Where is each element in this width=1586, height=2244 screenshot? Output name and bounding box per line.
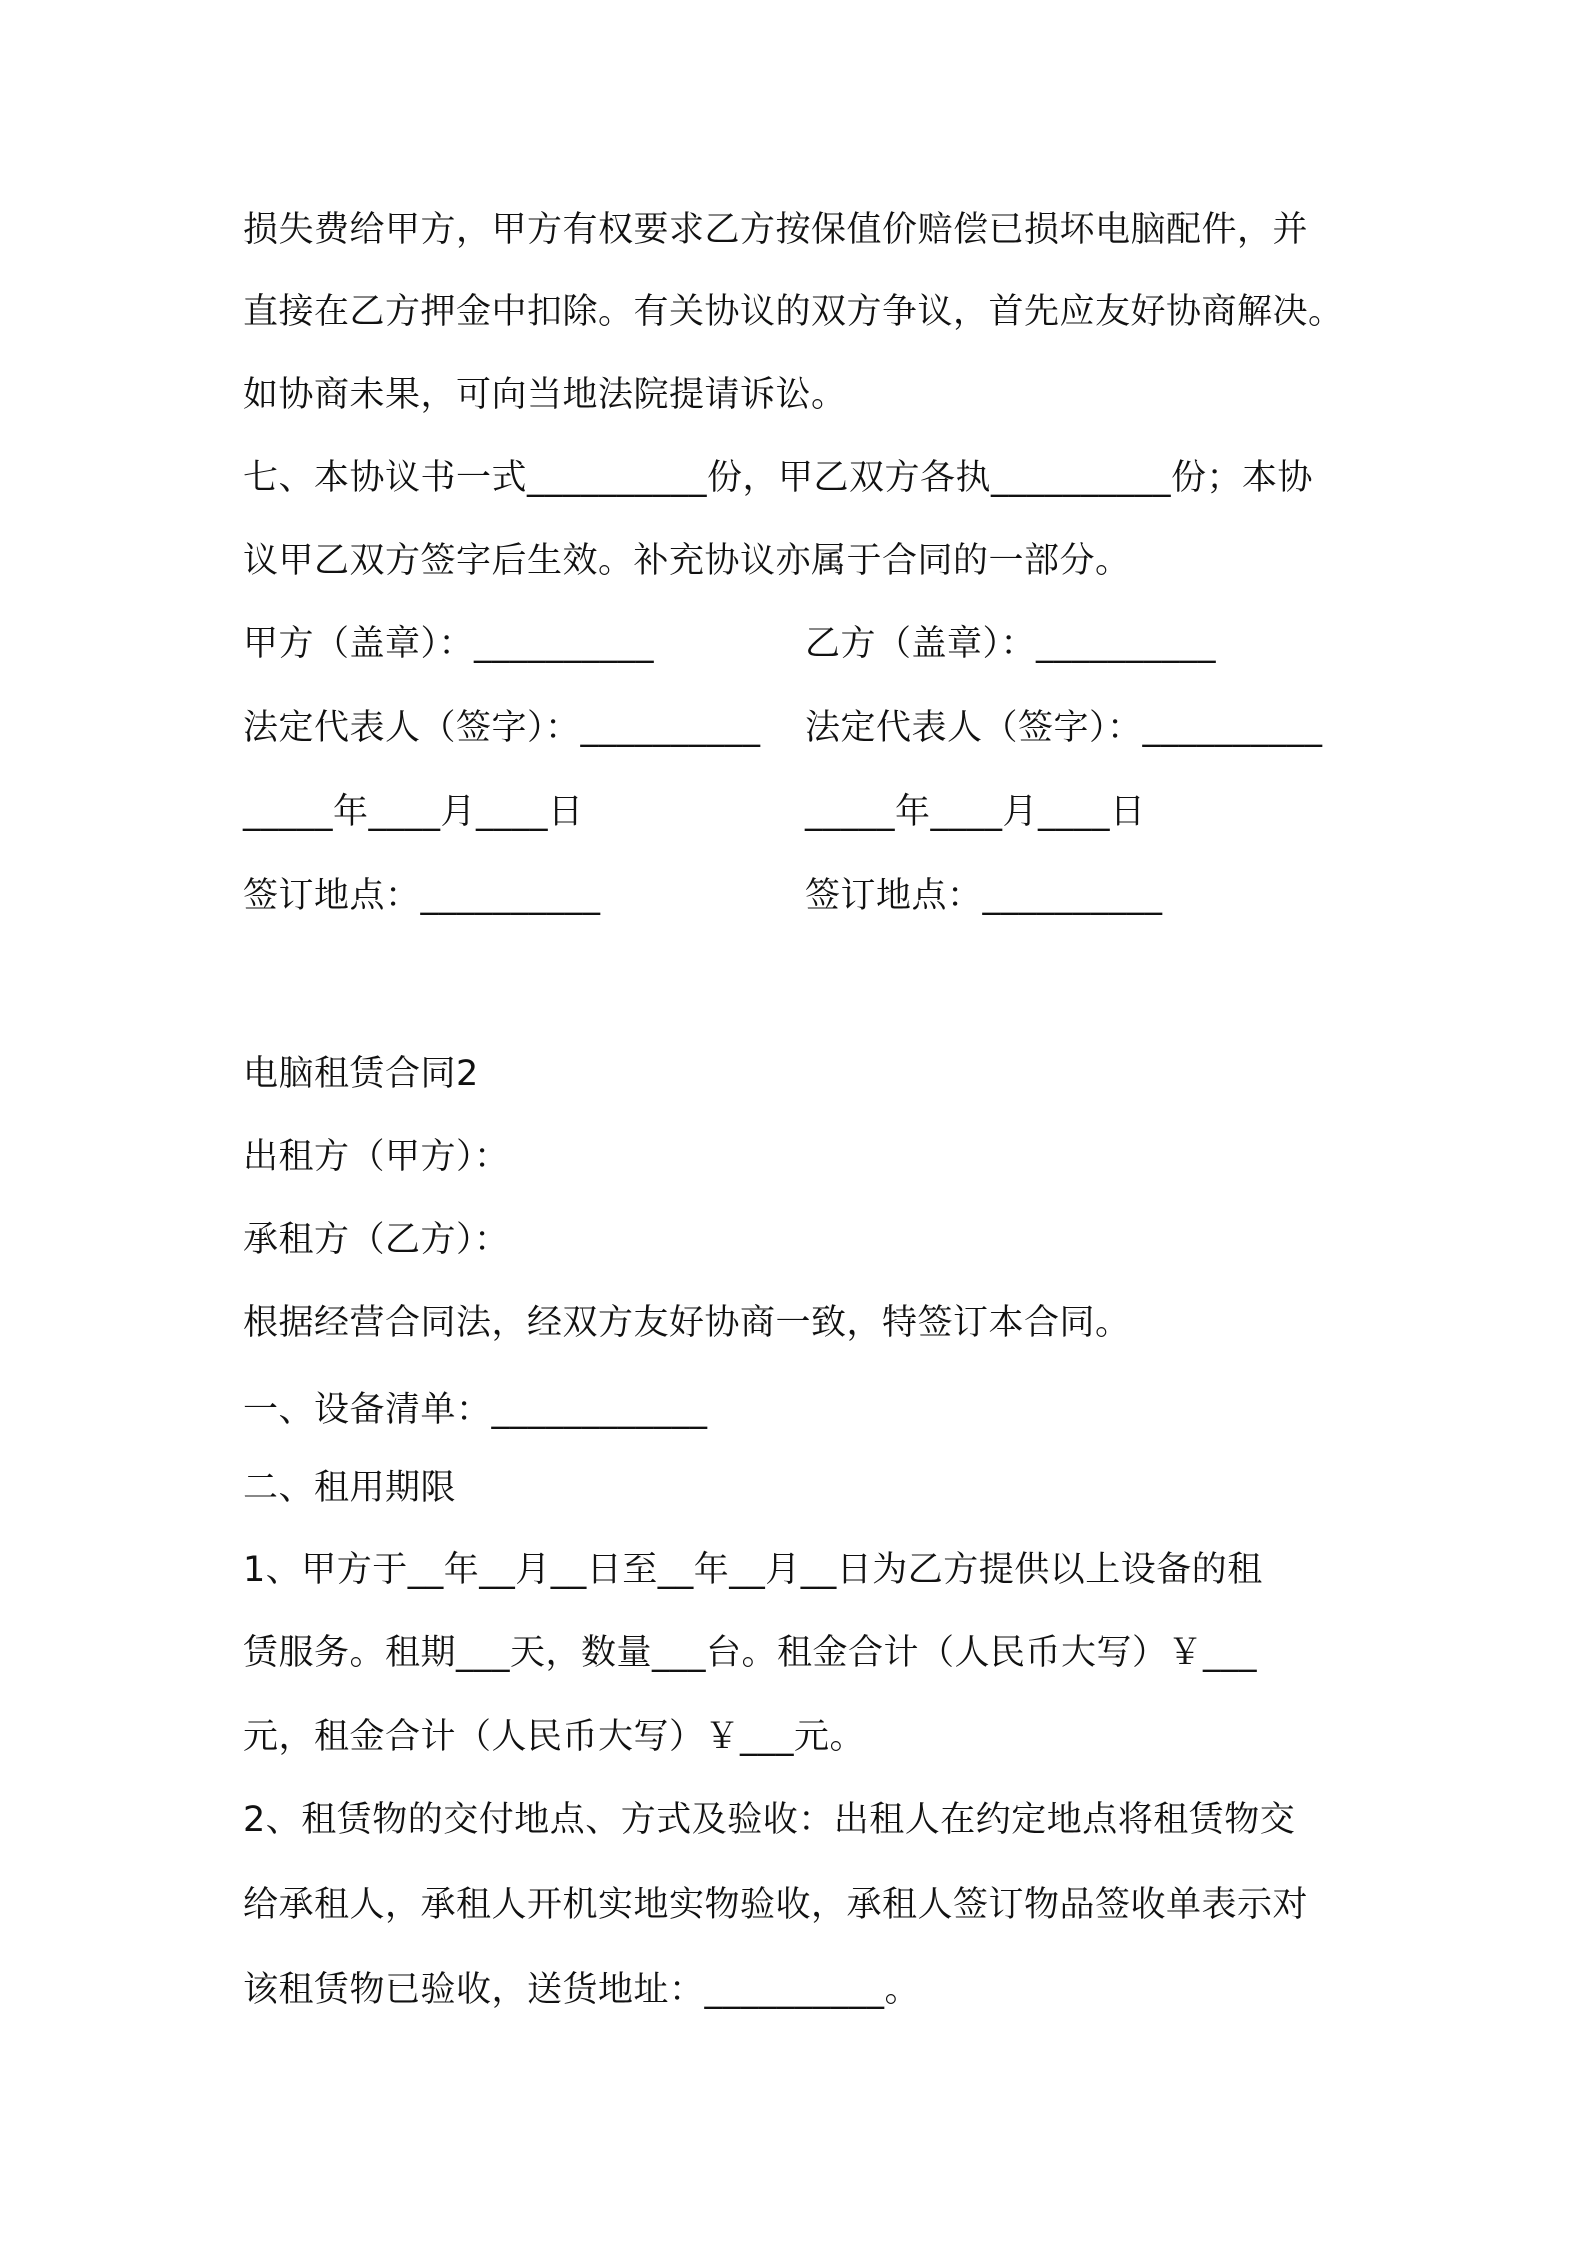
- paragraph-line: 直接在乙方押金中扣除。有关协议的双方争议，首先应友好协商解决。: [243, 292, 1344, 332]
- section-rental-period: 二、租用期限: [243, 1468, 457, 1508]
- party-a-date: _____年____月____日: [243, 792, 584, 832]
- paragraph-line: 议甲乙双方签字后生效。补充协议亦属于合同的一部分。: [243, 541, 1131, 581]
- section-equipment-list: 一、设备清单：____________: [243, 1390, 708, 1430]
- lessor-line: 出租方（甲方）：: [243, 1137, 510, 1177]
- party-b-seal: 乙方（盖章）：__________: [805, 624, 1217, 664]
- lessee-line: 承租方（乙方）：: [243, 1220, 510, 1260]
- item-one-line: 元，租金合计（人民币大写）￥___元。: [243, 1717, 866, 1757]
- item-one-line: 赁服务。租期___天，数量___台。租金合计（人民币大写）￥___: [243, 1633, 1258, 1673]
- party-a-signing-place: 签订地点：__________: [243, 876, 601, 916]
- party-b-signing-place: 签订地点：__________: [805, 876, 1163, 916]
- item-one-line: 1、甲方于__年__月__日至__年__月__日为乙方提供以上设备的租: [243, 1550, 1263, 1590]
- item-two-line: 该租赁物已验收，送货地址：__________。: [243, 1970, 921, 2010]
- item-two-line: 2、租赁物的交付地点、方式及验收：出租人在约定地点将租赁物交: [243, 1800, 1296, 1840]
- party-b-representative: 法定代表人（签字）：__________: [805, 708, 1323, 748]
- clause-seven-line: 七、本协议书一式__________份，甲乙双方各执__________份；本协: [243, 458, 1314, 498]
- paragraph-line: 损失费给甲方，甲方有权要求乙方按保值价赔偿已损坏电脑配件，并: [243, 210, 1309, 250]
- party-a-representative: 法定代表人（签字）：__________: [243, 708, 761, 748]
- intro-line: 根据经营合同法，经双方友好协商一致，特签订本合同。: [243, 1303, 1131, 1343]
- item-two-line: 给承租人，承租人开机实地实物验收，承租人签订物品签收单表示对: [243, 1885, 1309, 1925]
- party-a-seal: 甲方（盖章）：__________: [243, 624, 655, 664]
- paragraph-line: 如协商未果，可向当地法院提请诉讼。: [243, 375, 847, 415]
- contract-title: 电脑租赁合同2: [243, 1054, 479, 1094]
- party-b-date: _____年____月____日: [805, 792, 1146, 832]
